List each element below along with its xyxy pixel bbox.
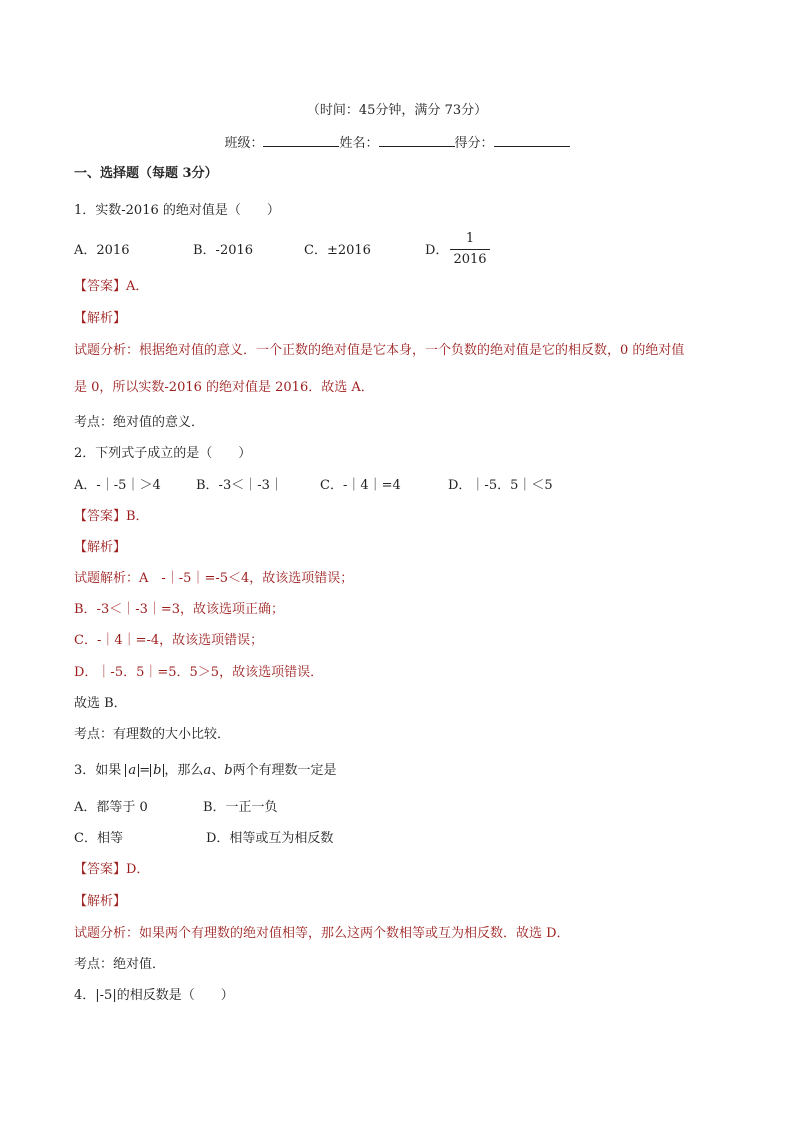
q3-stem (74, 763, 337, 779)
score-label: 得分： (454, 136, 494, 151)
q3-stem-middle: ，那么 (164, 763, 204, 778)
abs-b: b (150, 764, 164, 777)
q2-choose: 故选 B． (74, 696, 127, 711)
q2-option-d: D．｜-5．5｜＜5 (448, 478, 553, 493)
q2-analysis-d: D．｜-5．5｜=5．5＞5，故该选项错误． (74, 665, 324, 680)
q3-stem-suffix: 两个有理数一定是 (232, 763, 337, 778)
q1-analysis-line-1: 试题分析：根据绝对值的意义．一个正数的绝对值是它本身，一个负数的绝对值是它的相反数，0 的绝对值 (74, 343, 685, 358)
separator: 、 (211, 763, 225, 778)
name-blank[interactable] (379, 134, 455, 147)
q3-analysis-label: 【解析】 (74, 894, 127, 909)
student-info-row (0, 134, 794, 152)
name-label: 姓名： (339, 136, 379, 151)
q3-option-c: C．相等 (74, 831, 123, 846)
q2-analysis-b: B．-3＜｜-3｜=3，故该选项正确； (74, 602, 285, 617)
q2-option-c: C．-｜4｜=4 (320, 478, 401, 493)
q1-point: 考点：绝对值的意义． (74, 415, 205, 430)
time-info: （时间：45分钟，满分 73分） (306, 103, 488, 118)
class-label: 班级： (224, 136, 264, 151)
q2-point: 考点：有理数的大小比较． (74, 727, 231, 742)
q2-answer: 【答案】B． (74, 509, 149, 524)
q2-analysis-c: C．-｜4｜=-4，故该选项错误； (74, 633, 264, 648)
q2-option-b: B．-3＜｜-3｜ (196, 478, 283, 493)
score-blank[interactable] (494, 134, 570, 147)
q1-fraction (450, 231, 490, 268)
q3-option-b: B．一正一负 (203, 800, 278, 815)
q2-stem: 2．下列式子成立的是（ ） (74, 446, 252, 461)
equals-sign: = (139, 763, 151, 778)
q1-stem: 1．实数-2016 的绝对值是（ ） (74, 203, 280, 218)
q3-option-a: A．都等于 0 (74, 800, 148, 815)
fraction-numerator: 1 (465, 231, 475, 246)
q3-analysis: 试题分析：如果两个有理数的绝对值相等，那么这两个数相等或互为相反数．故选 D． (74, 926, 570, 941)
q1-option-a: A．2016 (74, 243, 130, 258)
q1-option-b: B．-2016 (193, 243, 254, 258)
q3-option-d: D．相等或互为相反数 (206, 831, 334, 846)
q3-stem-prefix: 3．如果 (74, 763, 122, 778)
q2-analysis-a: 试题解析：A -｜-5｜=-5＜4，故该选项错误； (74, 571, 354, 586)
q3-answer: 【答案】D． (74, 862, 150, 877)
q1-option-d: D． (425, 243, 449, 258)
q1-analysis-line-2: 是 0，所以实数-2016 的绝对值是 2016．故选 A． (74, 380, 374, 395)
section-title: 一、选择题（每题 3分） (74, 166, 218, 181)
class-blank[interactable] (263, 134, 339, 147)
q3-point: 考点：绝对值． (74, 957, 166, 972)
fraction-denominator: 2016 (453, 252, 487, 267)
q1-analysis-label: 【解析】 (74, 311, 127, 326)
q4-stem: 4．|-5|的相反数是（ ） (74, 988, 234, 1003)
var-a: a (203, 763, 212, 778)
var-b: b (224, 763, 233, 778)
q2-analysis-label: 【解析】 (74, 540, 127, 555)
abs-a: a (125, 764, 139, 777)
q1-option-c: C．±2016 (304, 243, 371, 258)
q2-option-a: A．-｜-5｜＞4 (74, 478, 161, 493)
q1-answer: 【答案】A． (74, 279, 149, 294)
fraction-bar (450, 249, 490, 250)
